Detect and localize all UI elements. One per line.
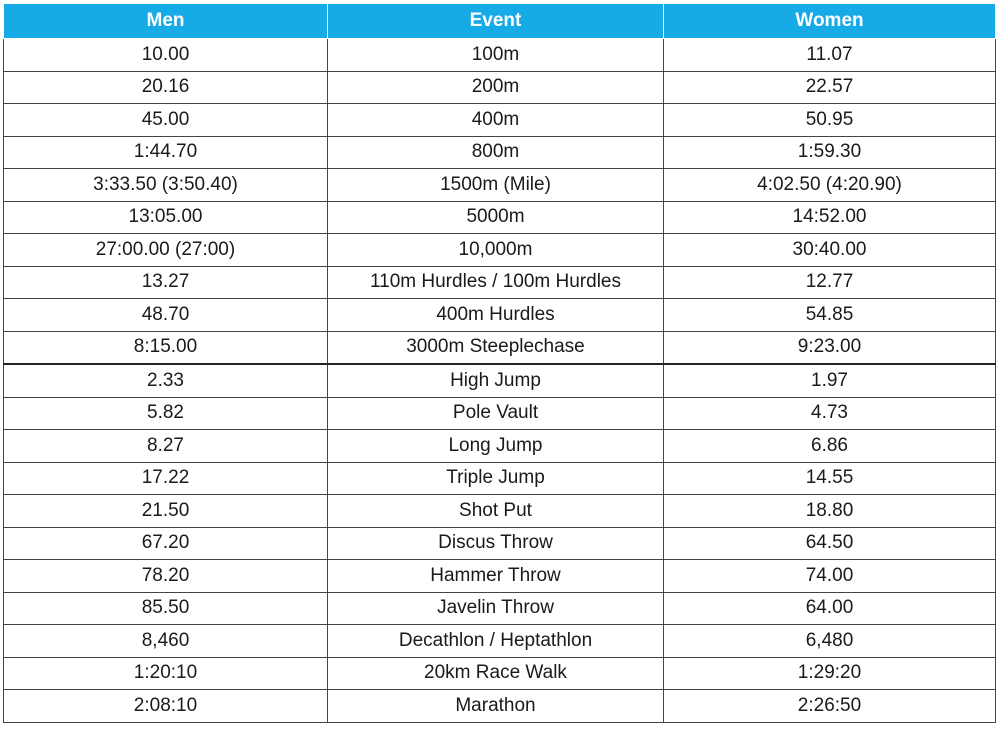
cell-event: 400m [328, 104, 664, 137]
header-row [4, 4, 996, 39]
cell-women: 14:52.00 [664, 201, 996, 234]
table-header [4, 4, 996, 39]
cell-men: 13:05.00 [4, 201, 328, 234]
cell-men: 2:08:10 [4, 690, 328, 723]
table-row [4, 690, 996, 723]
cell-women: 64.50 [664, 527, 996, 560]
cell-women: 22.57 [664, 71, 996, 104]
cell-event: 110m Hurdles / 100m Hurdles [328, 266, 664, 299]
cell-men: 5.82 [4, 397, 328, 430]
cell-men: 8:15.00 [4, 331, 328, 364]
table-row [4, 201, 996, 234]
cell-men: 3:33.50 (3:50.40) [4, 169, 328, 202]
table-row [4, 364, 996, 397]
cell-women: 14.55 [664, 462, 996, 495]
cell-event: Hammer Throw [328, 560, 664, 593]
cell-women: 54.85 [664, 299, 996, 332]
cell-women: 74.00 [664, 560, 996, 593]
table-row [4, 657, 996, 690]
table-row [4, 462, 996, 495]
table-row [4, 71, 996, 104]
cell-men: 2.33 [4, 364, 328, 397]
cell-men: 21.50 [4, 495, 328, 528]
cell-men: 78.20 [4, 560, 328, 593]
table-row [4, 104, 996, 137]
cell-men: 1:44.70 [4, 136, 328, 169]
cell-women: 30:40.00 [664, 234, 996, 267]
cell-women: 9:23.00 [664, 331, 996, 364]
cell-women: 4.73 [664, 397, 996, 430]
cell-event: 400m Hurdles [328, 299, 664, 332]
cell-event: 1500m (Mile) [328, 169, 664, 202]
cell-women: 50.95 [664, 104, 996, 137]
cell-event: Shot Put [328, 495, 664, 528]
table-row [4, 299, 996, 332]
table-row [4, 234, 996, 267]
cell-event: High Jump [328, 364, 664, 397]
table-row [4, 495, 996, 528]
cell-event: Javelin Throw [328, 592, 664, 625]
cell-women: 1.97 [664, 364, 996, 397]
standards-table [3, 3, 996, 723]
cell-women: 18.80 [664, 495, 996, 528]
table-row [4, 430, 996, 463]
cell-event: 3000m Steeplechase [328, 331, 664, 364]
cell-women: 1:59.30 [664, 136, 996, 169]
table-row [4, 625, 996, 658]
table-row [4, 331, 996, 364]
cell-women: 12.77 [664, 266, 996, 299]
cell-men: 20.16 [4, 71, 328, 104]
cell-event: Long Jump [328, 430, 664, 463]
cell-women: 64.00 [664, 592, 996, 625]
cell-event: 200m [328, 71, 664, 104]
table-row [4, 560, 996, 593]
cell-women: 11.07 [664, 39, 996, 72]
cell-men: 8,460 [4, 625, 328, 658]
cell-event: 100m [328, 39, 664, 72]
cell-event: 5000m [328, 201, 664, 234]
cell-event: Discus Throw [328, 527, 664, 560]
cell-women: 6.86 [664, 430, 996, 463]
table-row [4, 266, 996, 299]
table-row [4, 527, 996, 560]
cell-event: 800m [328, 136, 664, 169]
cell-men: 45.00 [4, 104, 328, 137]
table-row [4, 136, 996, 169]
cell-men: 13.27 [4, 266, 328, 299]
table-row [4, 592, 996, 625]
cell-event: 10,000m [328, 234, 664, 267]
header-women: Women [664, 4, 996, 39]
cell-women: 4:02.50 (4:20.90) [664, 169, 996, 202]
cell-event: Marathon [328, 690, 664, 723]
table-body [4, 39, 996, 723]
table-row [4, 39, 996, 72]
cell-women: 1:29:20 [664, 657, 996, 690]
cell-event: 20km Race Walk [328, 657, 664, 690]
table-row [4, 397, 996, 430]
cell-women: 2:26:50 [664, 690, 996, 723]
cell-event: Decathlon / Heptathlon [328, 625, 664, 658]
cell-women: 6,480 [664, 625, 996, 658]
cell-men: 1:20:10 [4, 657, 328, 690]
header-men: Men [4, 4, 328, 39]
cell-men: 8.27 [4, 430, 328, 463]
header-event: Event [328, 4, 664, 39]
cell-event: Pole Vault [328, 397, 664, 430]
cell-men: 85.50 [4, 592, 328, 625]
cell-event: Triple Jump [328, 462, 664, 495]
table-row [4, 169, 996, 202]
cell-men: 67.20 [4, 527, 328, 560]
cell-men: 48.70 [4, 299, 328, 332]
cell-men: 17.22 [4, 462, 328, 495]
cell-men: 10.00 [4, 39, 328, 72]
cell-men: 27:00.00 (27:00) [4, 234, 328, 267]
